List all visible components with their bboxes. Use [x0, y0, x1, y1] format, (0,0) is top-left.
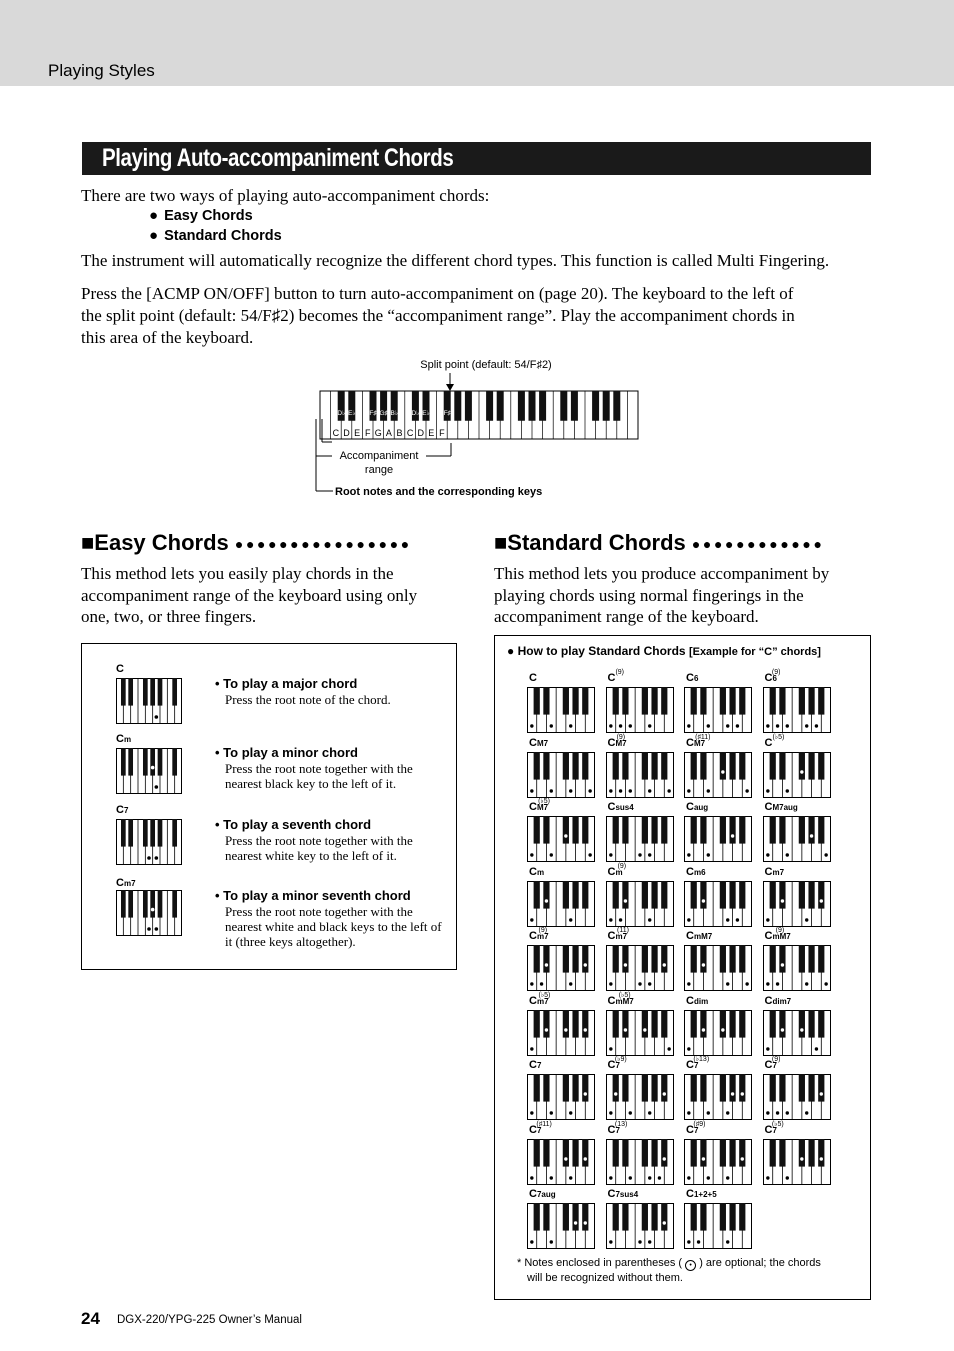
keyboard-diagram [300, 355, 660, 505]
white-key-label: B [396, 428, 403, 438]
chord-keyboard [606, 1203, 674, 1249]
chord-keyboard [606, 1139, 674, 1185]
chord-name: C6 [686, 672, 699, 684]
page-number: 24 [81, 1309, 100, 1328]
chord-keyboard [606, 752, 674, 798]
chord-diagram [763, 995, 835, 1057]
chord-keyboard [527, 1074, 595, 1120]
chord-diagram [606, 1188, 678, 1250]
method-label: Standard Chords [164, 228, 282, 244]
chord-keyboard [684, 1010, 752, 1056]
chord-name: C7aug [529, 1188, 556, 1200]
chord-keyboard [763, 945, 831, 991]
chord-diagram [763, 927, 835, 992]
white-key-label: A [385, 428, 392, 438]
chord-name: $C^{(9)}$ [607, 669, 625, 684]
chord-keyboard [763, 1139, 831, 1185]
chord-name: $C7^{(♭9)}$ [607, 1056, 627, 1071]
chord-name: CM7aug [764, 801, 798, 813]
chord-keyboard [606, 687, 674, 733]
box-example-text: [Example for “C” chords] [688, 646, 821, 658]
chord-diagram [684, 1188, 756, 1250]
easy-desc: one, two, or three fingers. [81, 607, 257, 626]
intro-text: There are two ways of playing auto-accompaniment chords: [81, 186, 490, 205]
method-item: ● Easy Chords [149, 207, 253, 224]
black-key-label: D♭ [411, 410, 420, 417]
title-bar [82, 142, 871, 175]
chord-keyboard [763, 752, 831, 798]
chord-keyboard [684, 1203, 752, 1249]
chord-label: Cm7 [116, 877, 136, 889]
chord-diagram [606, 862, 678, 928]
black-key-label: B♭ [390, 410, 398, 417]
optional-note: * Notes enclosed in parentheses ( • ) are optional; the chords will be recognized without them. [517, 1257, 821, 1284]
chord-name: $C^{(♭5)}$ [764, 733, 785, 749]
chord-keyboard [684, 752, 752, 798]
chord-keyboard [606, 816, 674, 862]
chord-diagram [763, 1120, 835, 1186]
chord-name: C7$^{(13)}$ [607, 1120, 628, 1136]
standard-box-title [507, 644, 821, 658]
chord-name: Cdim [686, 994, 709, 1007]
paragraph: The instrument will automatically recognize the different chord types. This function is called Multi Fingering. [81, 251, 830, 270]
chord-name: Csus4 [607, 801, 634, 813]
black-key-label: G♯ [379, 410, 388, 417]
chord-name: CmM7$^{(9)}$ [764, 927, 791, 942]
chord-name: $C7^{(♭5)}$ [764, 1120, 784, 1136]
range-label: Accompaniment [339, 450, 419, 462]
chord-keyboard [606, 1074, 674, 1120]
black-key-label: F♯ [369, 410, 377, 417]
chord-name: $C7^{(♭13)}$ [686, 1056, 710, 1071]
section-label: Playing Styles [48, 61, 155, 80]
easy-keyboard [116, 678, 182, 724]
chord-name: $CM7^{(♭5)}$ [529, 798, 550, 813]
chord-name: C6$^{(9)}$ [764, 669, 781, 684]
chord-diagram [527, 737, 599, 799]
white-key-label: C [332, 428, 340, 438]
black-key-label: F♯ [443, 410, 451, 417]
chord-keyboard [527, 752, 595, 798]
easy-item-desc: Press the root note together with the nearest white and black keys to the left of it (three keys altogether). [225, 904, 442, 949]
white-key-label: F [439, 428, 445, 438]
easy-desc: This method lets you easily play chords in the [81, 564, 394, 583]
chord-name: $Cm7^{(♭5)}$ [529, 991, 551, 1007]
easy-keyboard [116, 890, 182, 936]
method-item: ● Standard Chords [149, 227, 282, 244]
heading-text: ■Standard Chords [494, 530, 686, 555]
easy-desc: accompaniment range of the keyboard using only [81, 586, 418, 605]
chord-name: $C7^{(♯11)}$ [529, 1120, 552, 1136]
chord-diagram [684, 930, 756, 992]
chord-keyboard [763, 1074, 831, 1120]
chord-keyboard [763, 687, 831, 733]
chord-keyboard [606, 881, 674, 927]
white-key-label: F [364, 428, 371, 438]
range-label: range [364, 464, 394, 476]
chord-name: C7 [529, 1059, 542, 1071]
root-notes-label: Root notes and the corresponding keys [335, 486, 543, 498]
chord-diagram [606, 927, 678, 992]
chord-name: Cm$^{(9)}$ [607, 862, 627, 878]
easy-item-desc: Press the root note together with the nearest white key to the left of it. [225, 833, 413, 863]
chord-diagram [527, 991, 599, 1057]
easy-chords-box [81, 643, 457, 970]
standard-desc: accompaniment range of the keyboard. [494, 607, 759, 626]
chord-keyboard [684, 945, 752, 991]
chord-keyboard [527, 1139, 595, 1185]
chord-keyboard [606, 1010, 674, 1056]
chord-name: Cdim7 [764, 994, 792, 1007]
chord-diagram [763, 669, 835, 734]
easy-keyboard [116, 819, 182, 865]
chord-keyboard [684, 881, 752, 927]
paragraph: this area of the keyboard. [81, 328, 254, 347]
split-point-label: Split point (default: 54/F♯2) [420, 359, 552, 371]
chord-name: $CmM7^{(♭5)}$ [607, 991, 634, 1007]
standard-chords-box [494, 635, 871, 1300]
paragraph: the split point (default: 54/F♯2) becomes the “accompaniment range”. Play the accompaniment chords in [81, 306, 795, 325]
chord-diagram [606, 1120, 678, 1186]
white-key-label: D [343, 428, 350, 438]
chord-diagram [606, 991, 678, 1057]
chord-name: $C7^{(♯9)}$ [686, 1120, 706, 1136]
box-title-text: ● How to play Standard Chords [507, 644, 686, 658]
chord-name: Cm7 [764, 865, 785, 878]
chord-name: C [529, 672, 537, 684]
chord-diagram [684, 995, 756, 1057]
chord-keyboard [527, 945, 595, 991]
chord-diagram [606, 733, 678, 799]
chord-keyboard [527, 1203, 595, 1249]
easy-chords-heading: ■Easy Chords ●●●●●●●●●●●●●●●● [81, 530, 412, 555]
chord-diagram [763, 801, 835, 863]
chord-diagram [606, 801, 678, 863]
chord-diagram [606, 669, 678, 734]
easy-keyboard [116, 748, 182, 794]
easy-item-desc: Press the root note of the chord. [225, 692, 391, 707]
black-key-label: E♭ [348, 410, 356, 417]
chord-diagram [606, 1056, 678, 1121]
chord-diagram [527, 866, 599, 928]
chord-name: Caug [686, 801, 709, 813]
chord-name: Cm6 [686, 865, 706, 878]
heading-text: ■Easy Chords [81, 530, 229, 555]
chord-label: C7 [116, 804, 129, 816]
chord-diagram [684, 1056, 756, 1121]
page-title: Playing Auto-accompaniment Chords [102, 144, 454, 172]
chord-keyboard [763, 816, 831, 862]
chord-keyboard [763, 1010, 831, 1056]
chord-name: C7$^{(9)}$ [764, 1056, 781, 1071]
chord-keyboard [763, 881, 831, 927]
easy-item-desc: Press the root note together with the nearest black key to the left of it. [225, 761, 413, 791]
chord-name: Cm7$^{(9)}$ [529, 927, 549, 942]
easy-item-heading: • To play a seventh chord [215, 817, 372, 832]
black-key-label: E♭ [422, 410, 430, 417]
chord-diagram [684, 1120, 756, 1186]
chord-diagram [684, 672, 756, 734]
chord-name: CM7$^{(9)}$ [607, 733, 627, 749]
chord-keyboard [527, 687, 595, 733]
chord-keyboard [527, 1010, 595, 1056]
chord-diagram [527, 798, 599, 863]
chord-diagram [527, 1188, 599, 1250]
chord-keyboard [684, 816, 752, 862]
chord-diagram [684, 801, 756, 863]
white-key-label: C [406, 428, 414, 438]
white-key-label: G [374, 428, 382, 438]
chord-keyboard [684, 687, 752, 733]
chord-diagram [763, 733, 835, 799]
standard-chords-heading: ■Standard Chords ●●●●●●●●●●●● [494, 530, 825, 555]
chord-keyboard [527, 816, 595, 862]
optional-note-icon: • [685, 1260, 696, 1271]
paragraph: Press the [ACMP ON/OFF] button to turn auto-accompaniment on (page 20). The keyboard to the left of [81, 284, 794, 303]
manual-name: DGX-220/YPG-225 Owner’s Manual [117, 1314, 302, 1326]
chord-label: C [116, 663, 124, 675]
chord-name: C7sus4 [607, 1188, 639, 1200]
white-key-label: E [428, 428, 435, 438]
white-key-label: E [354, 428, 361, 438]
black-key-label: D♭ [337, 410, 346, 417]
standard-desc: playing chords using normal fingerings in the [494, 586, 804, 605]
chord-name: C1+2+5 [686, 1188, 717, 1200]
easy-item-heading: • To play a major chord [215, 676, 358, 691]
chord-label: Cm [116, 733, 132, 745]
chord-name: CmM7 [686, 930, 713, 942]
chord-keyboard [684, 1074, 752, 1120]
chord-keyboard [606, 945, 674, 991]
chord-diagram [684, 733, 756, 799]
standard-desc: This method lets you produce accompaniment by [494, 564, 830, 583]
chord-name: Cm7$^{(11)}$ [607, 927, 629, 942]
chord-name: CM7 [529, 736, 549, 749]
chord-diagram [527, 1059, 599, 1121]
white-key-label: D [417, 428, 424, 438]
chord-diagram [527, 927, 599, 992]
method-label: Easy Chords [164, 208, 253, 224]
chord-diagram [527, 1120, 599, 1186]
chord-keyboard [527, 881, 595, 927]
easy-item-heading: • To play a minor chord [215, 745, 358, 760]
chord-diagram [763, 866, 835, 928]
chord-diagram [527, 672, 599, 734]
chord-name: Cm [529, 865, 545, 878]
chord-diagram [684, 866, 756, 928]
chord-name: $CM7^{(♯11)}$ [686, 733, 711, 749]
chord-keyboard [684, 1139, 752, 1185]
easy-item-heading: • To play a minor seventh chord [215, 888, 411, 903]
chord-diagram [763, 1056, 835, 1121]
